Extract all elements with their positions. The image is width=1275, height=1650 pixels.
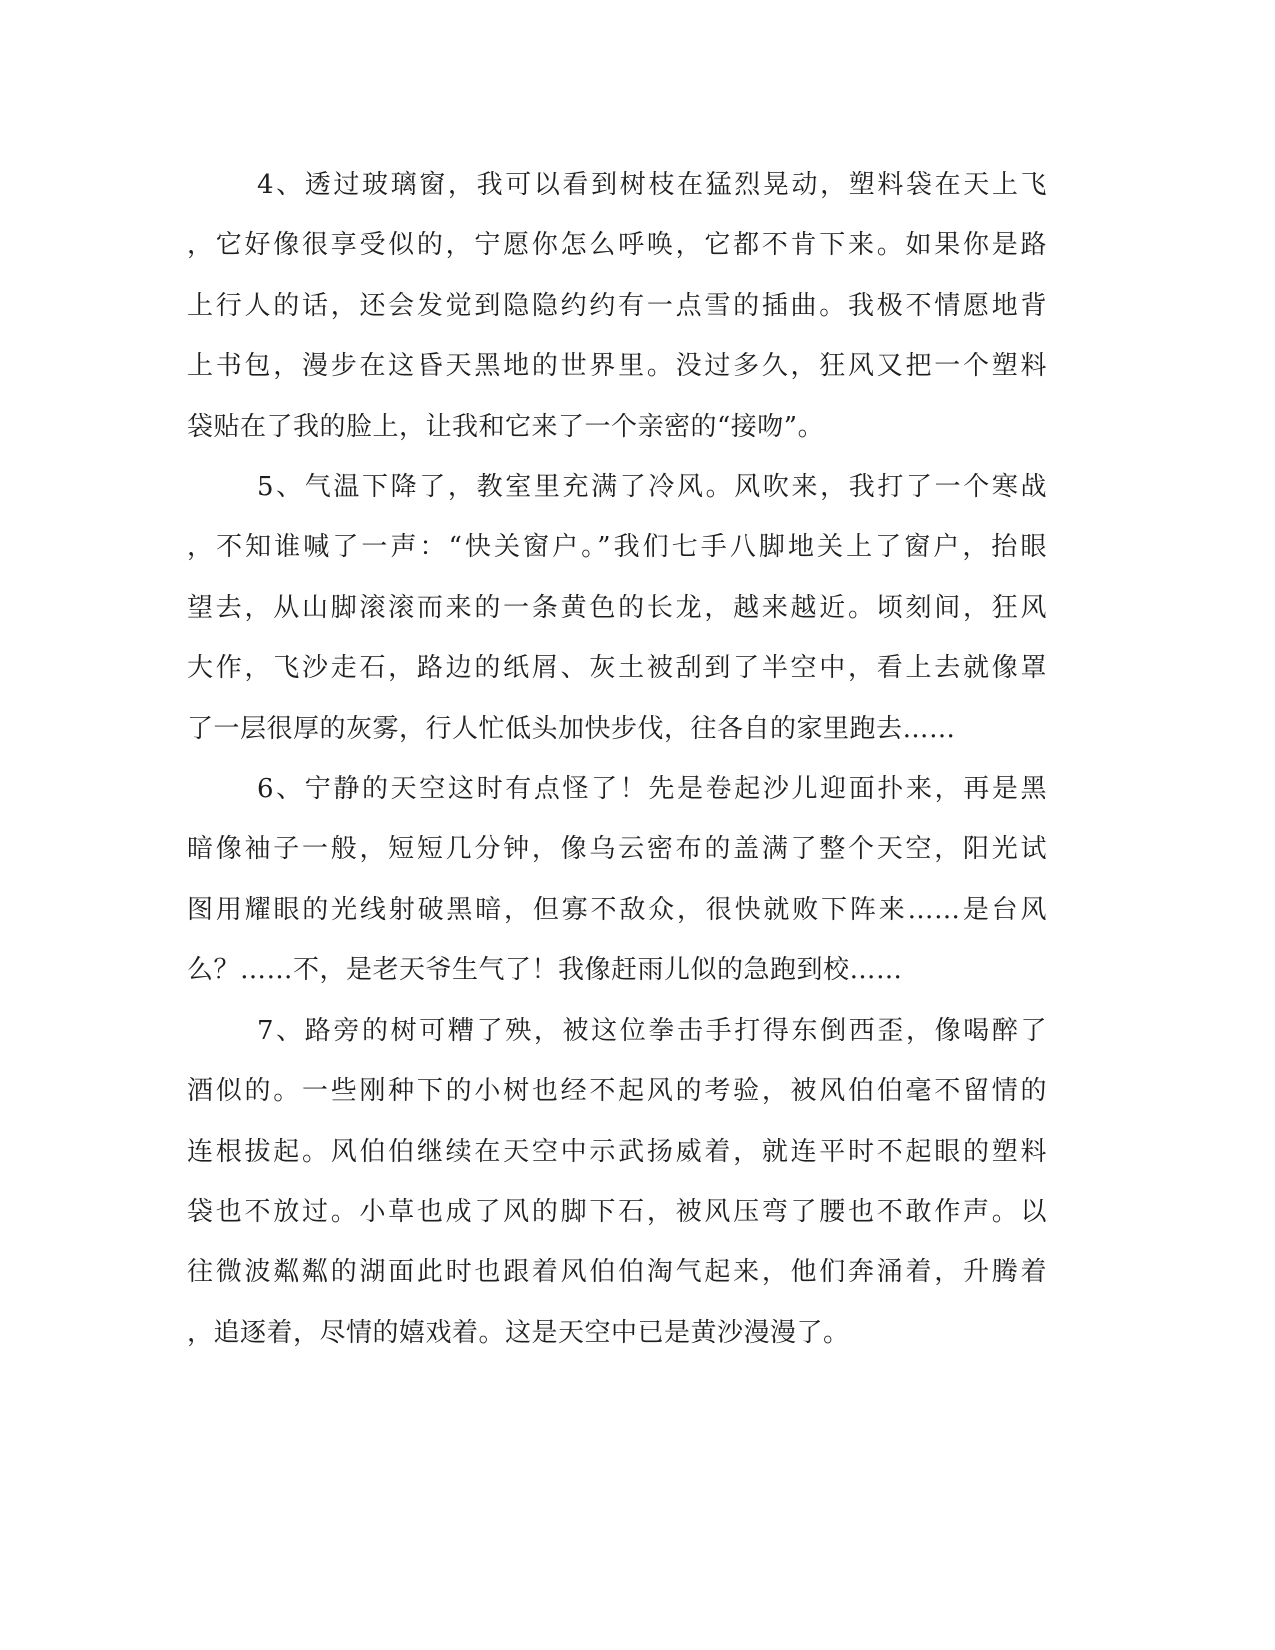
text-line: 么？……不，是老天爷生气了！我像赶雨儿似的急跑到校…… bbox=[187, 955, 903, 986]
text-line: 连根拔起。风伯伯继续在天空中示武扬威着，就连平时不起眼的塑料 bbox=[187, 1136, 1047, 1167]
text-line: 袋也不放过。小草也成了风的脚下石，被风压弯了腰也不敢作声。以 bbox=[187, 1196, 1047, 1227]
text-line: ，不知谁喊了一声：“快关窗户。”我们七手八脚地关上了窗户，抬眼 bbox=[187, 532, 1047, 563]
paragraph-5 bbox=[187, 457, 1047, 759]
text-line: 上书包，漫步在这昏天黑地的世界里。没过多久，狂风又把一个塑料 bbox=[187, 351, 1047, 382]
text-line: 暗像袖子一般，短短几分钟，像乌云密布的盖满了整个天空，阳光试 bbox=[187, 834, 1047, 865]
text-line: 往微波粼粼的湖面此时也跟着风伯伯淘气起来，他们奔涌着，升腾着 bbox=[187, 1257, 1047, 1288]
text-line: 了一层很厚的灰雾，行人忙低头加快步伐，往各自的家里跑去…… bbox=[187, 713, 956, 744]
text-line: 6、宁静的天空这时有点怪了！先是卷起沙儿迎面扑来，再是黑 bbox=[257, 774, 1047, 805]
text-line: 上行人的话，还会发觉到隐隐约约有一点雪的插曲。我极不情愿地背 bbox=[187, 290, 1047, 321]
text-line: 7、路旁的树可糟了殃，被这位拳击手打得东倒西歪，像喝醉了 bbox=[257, 1015, 1047, 1046]
document-body bbox=[187, 155, 1047, 1363]
text-line: 大作，飞沙走石，路边的纸屑、灰土被刮到了半空中，看上去就像罩 bbox=[187, 653, 1047, 684]
text-line: 酒似的。一些刚种下的小树也经不起风的考验，被风伯伯毫不留情的 bbox=[187, 1076, 1047, 1107]
paragraph-7 bbox=[187, 1001, 1047, 1363]
paragraph-4 bbox=[187, 155, 1047, 457]
text-line: 5、气温下降了，教室里充满了冷风。风吹来，我打了一个寒战 bbox=[257, 472, 1047, 503]
text-line: 图用耀眼的光线射破黑暗，但寡不敌众，很快就败下阵来……是台风 bbox=[187, 894, 1047, 925]
text-line: 4、透过玻璃窗，我可以看到树枝在猛烈晃动，塑料袋在天上飞 bbox=[257, 170, 1047, 200]
text-line: 袋贴在了我的脸上，让我和它来了一个亲密的“接吻”。 bbox=[187, 411, 825, 442]
text-line: ，它好像很享受似的，宁愿你怎么呼唤，它都不肯下来。如果你是路 bbox=[187, 230, 1047, 261]
paragraph-6 bbox=[187, 759, 1047, 1001]
text-line: ，追逐着，尽情的嬉戏着。这是天空中已是黄沙漫漫了。 bbox=[187, 1317, 850, 1348]
text-line: 望去，从山脚滚滚而来的一条黄色的长龙，越来越近。顷刻间，狂风 bbox=[187, 592, 1047, 623]
